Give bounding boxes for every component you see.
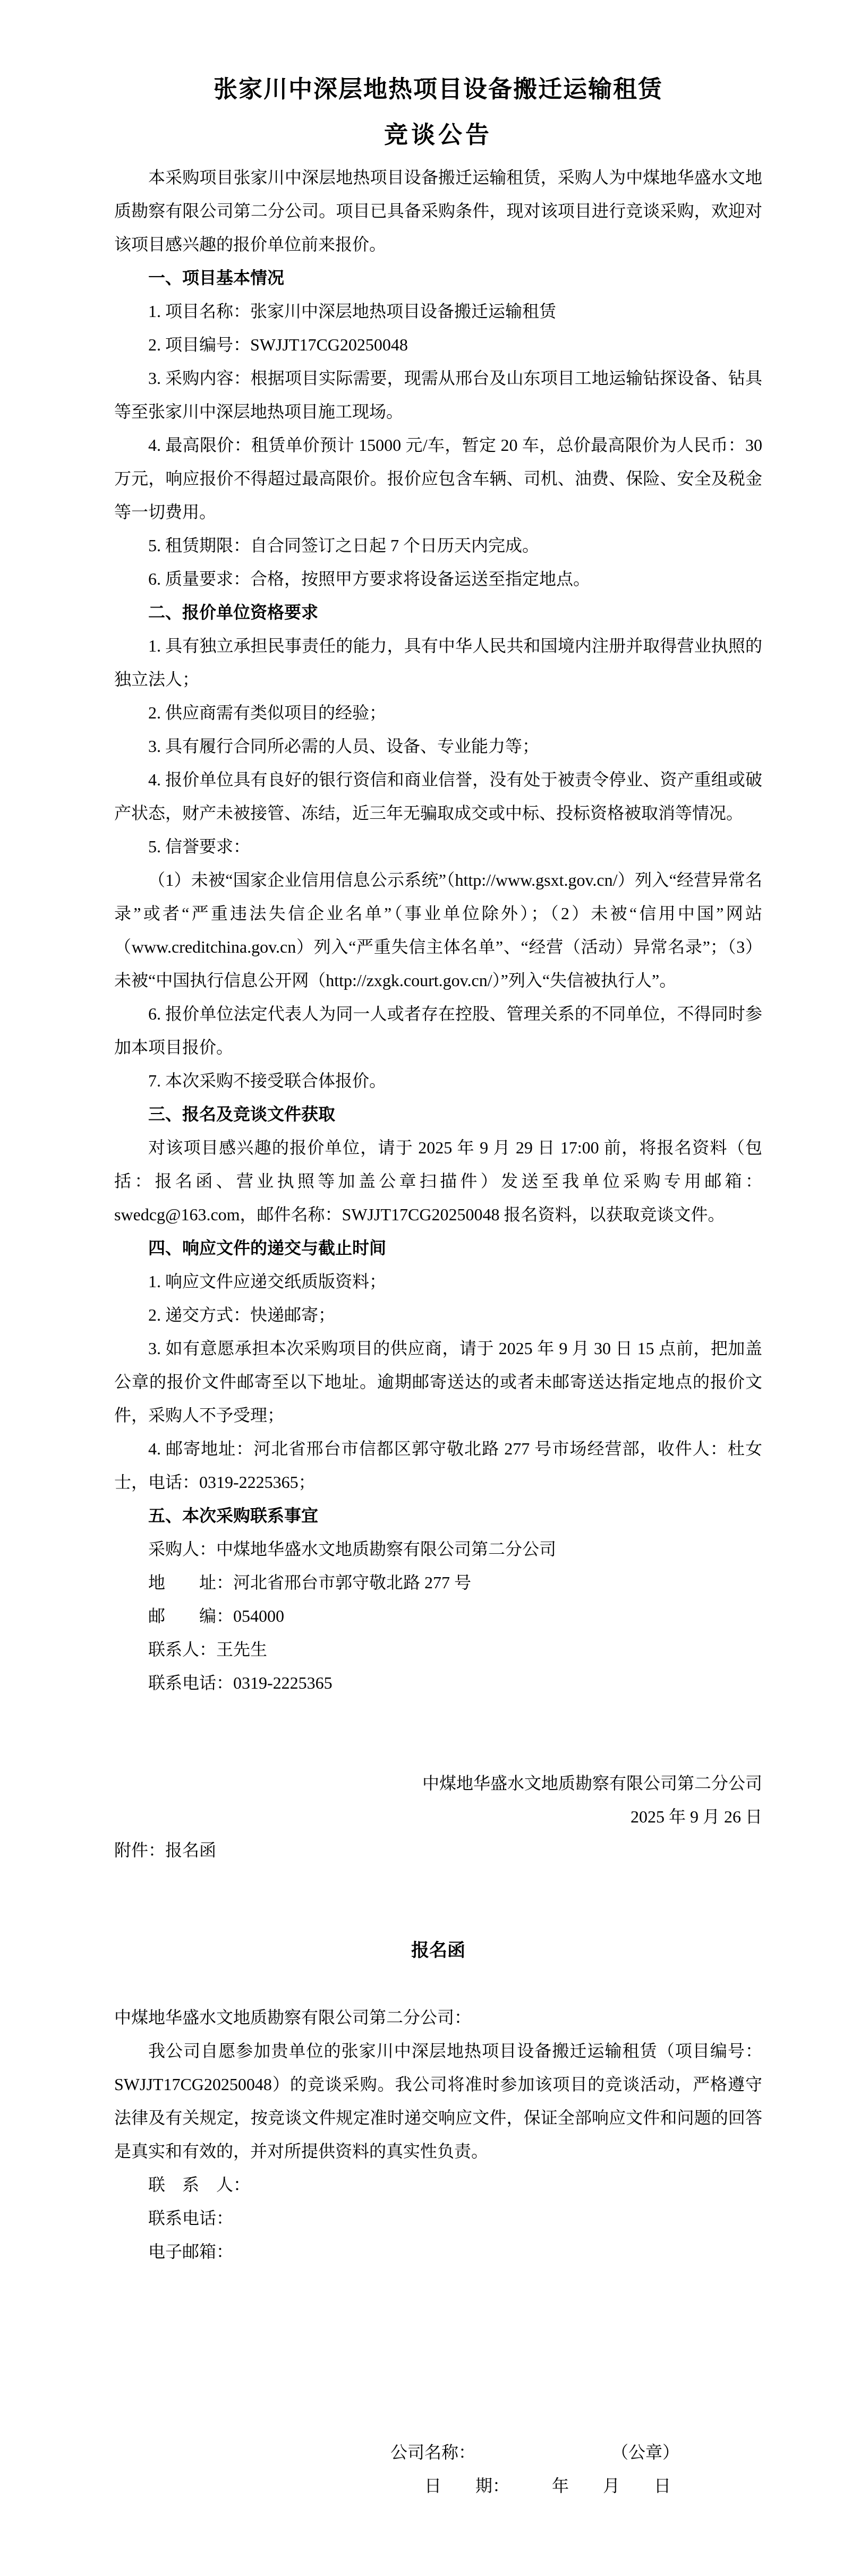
paragraph: 4. 报价单位具有良好的银行资信和商业信誉，没有处于被责令停业、资产重组或破产状态，财产未被接管、冻结，近三年无骗取成交或中标、投标资格被取消等情况。 xyxy=(114,770,762,823)
spacer xyxy=(114,1867,762,1934)
paragraph: 对该项目感兴趣的报价单位，请于 2025 年 9 月 29 日 17:00 前，将报名资料（包括：报名函、营业执照等加盖公章扫描件）发送至我单位采购专用邮箱：swedcg@163.com，邮件名称：SWJJT17CG20250048 报名资料，以获取竞谈文件。 xyxy=(114,1138,762,1224)
document-subtitle: 竞谈公告 xyxy=(384,122,492,148)
paragraph: 6. 质量要求：合格，按照甲方要求将设备运送至指定地点。 xyxy=(148,569,591,588)
section-heading: 四、响应文件的递交与截止时间 xyxy=(148,1238,387,1257)
spacer xyxy=(114,1700,762,1767)
paragraph: 电子邮箱： xyxy=(148,2242,234,2261)
paragraph: 1. 具有独立承担民事责任的能力，具有中华人民共和国境内注册并取得营业执照的独立法人； xyxy=(114,636,762,689)
paragraph: 联 系 人： xyxy=(148,2175,251,2194)
paragraph: 3. 采购内容：根据项目实际需要，现需从邢台及山东项目工地运输钻探设备、钻具等至张家川中深层地热项目施工现场。 xyxy=(114,369,762,421)
paragraph: 2. 项目编号：SWJJT17CG20250048 xyxy=(148,335,408,354)
paragraph: 联系人：王先生 xyxy=(148,1640,268,1659)
document-title: 张家川中深层地热项目设备搬迁运输租赁 xyxy=(213,76,663,102)
paragraph: 联系电话：0319-2225365 xyxy=(148,1673,333,1692)
section-heading: 二、报价单位资格要求 xyxy=(148,603,319,622)
paragraph: 邮 编：054000 xyxy=(148,1606,285,1625)
signature-line: 2025 年 9 月 26 日 xyxy=(630,1807,762,1826)
paragraph: 联系电话： xyxy=(148,2209,234,2228)
paragraph: 我公司自愿参加贵单位的张家川中深层地热项目设备搬迁运输租赁（项目编号：SWJJT17CG20250048）的竞谈采购。我公司将准时参加该项目的竞谈活动，严格遵守法律及有关规定，按竞谈文件规定准时递交响应文件，保证全部响应文件和问题的回答是真实和有效的，并对所提供资料的真实性负责。 xyxy=(114,2041,762,2161)
paragraph: 地 址：河北省邢台市郭守敬北路 277 号 xyxy=(148,1573,472,1592)
paragraph: 采购人：中煤地华盛水文地质勘察有限公司第二分公司 xyxy=(148,1539,557,1559)
paragraph: 1. 响应文件应递交纸质版资料； xyxy=(148,1272,387,1291)
paragraph: 7. 本次采购不接受联合体报价。 xyxy=(148,1071,387,1090)
paragraph: 3. 如有意愿承担本次采购项目的供应商，请于 2025 年 9 月 30 日 15 点前，把加盖公章的报价文件邮寄至以下地址。逾期邮寄送达的或者未邮寄送达指定地点的报价文件，采购人不予受理； xyxy=(114,1339,762,1425)
paragraph: 5. 租赁期限：自合同签订之日起 7 个日历天内完成。 xyxy=(148,536,540,555)
paragraph: 5. 信誉要求： xyxy=(148,837,251,856)
paragraph: 3. 具有履行合同所必需的人员、设备、专业能力等； xyxy=(148,737,540,756)
signature-line: 中煤地华盛水文地质勘察有限公司第二分公司 xyxy=(422,1774,762,1793)
paragraph: （1）未被“国家企业信用信息公示系统”（http://www.gsxt.gov.cn/）列入“经营异常名录”或者“严重违法失信企业名单”（事业单位除外）；（2）未被“信用中国”网站（www.creditchina.gov.cn）列入“严重失信主体名单”、“经营（活动）异常名录”；（3）未被“中国执行信息公开网（http://zxgk.court.gov.cn/）”列入“失信被执行人”。 xyxy=(114,870,762,990)
section-heading: 三、报名及竞谈文件获取 xyxy=(148,1105,336,1124)
paragraph: 中煤地华盛水文地质勘察有限公司第二分公司： xyxy=(114,2008,472,2027)
paragraph: 4. 最高限价：租赁单价预计 15000 元/车，暂定 20 车，总价最高限价为人民币：30 万元，响应报价不得超过最高限价。报价应包含车辆、司机、油费、保险、安全及税金等一切费用。 xyxy=(114,435,762,521)
spacer xyxy=(114,1967,762,2001)
section-heading: 一、项目基本情况 xyxy=(148,268,285,287)
spacer xyxy=(114,2269,762,2436)
paragraph: 2. 递交方式：快递邮寄； xyxy=(148,1305,336,1324)
paragraph: 6. 报价单位法定代表人为同一人或者存在控股、管理关系的不同单位，不得同时参加本项目报价。 xyxy=(114,1004,762,1057)
paragraph: 本采购项目张家川中深层地热项目设备搬迁运输租赁，采购人为中煤地华盛水文地质勘察有限公司第二分公司。项目已具备采购条件，现对该项目进行竞谈采购，欢迎对该项目感兴趣的报价单位前来报价。 xyxy=(114,168,762,254)
paragraph: 2. 供应商需有类似项目的经验； xyxy=(148,703,387,722)
paragraph: 4. 邮寄地址：河北省邢台市信都区郭守敬北路 277 号市场经营部，收件人：杜女士，电话：0319-2225365； xyxy=(114,1439,762,1492)
attachment-title: 报名函 xyxy=(411,1941,465,1961)
signature-field: 日 期： 年 月 日 xyxy=(390,2476,671,2495)
paragraph: 1. 项目名称：张家川中深层地热项目设备搬迁运输租赁 xyxy=(148,302,557,321)
paragraph: 附件：报名函 xyxy=(114,1841,217,1860)
signature-field: 公司名称： （公章） xyxy=(390,2443,680,2462)
section-heading: 五、本次采购联系事宜 xyxy=(148,1506,319,1525)
